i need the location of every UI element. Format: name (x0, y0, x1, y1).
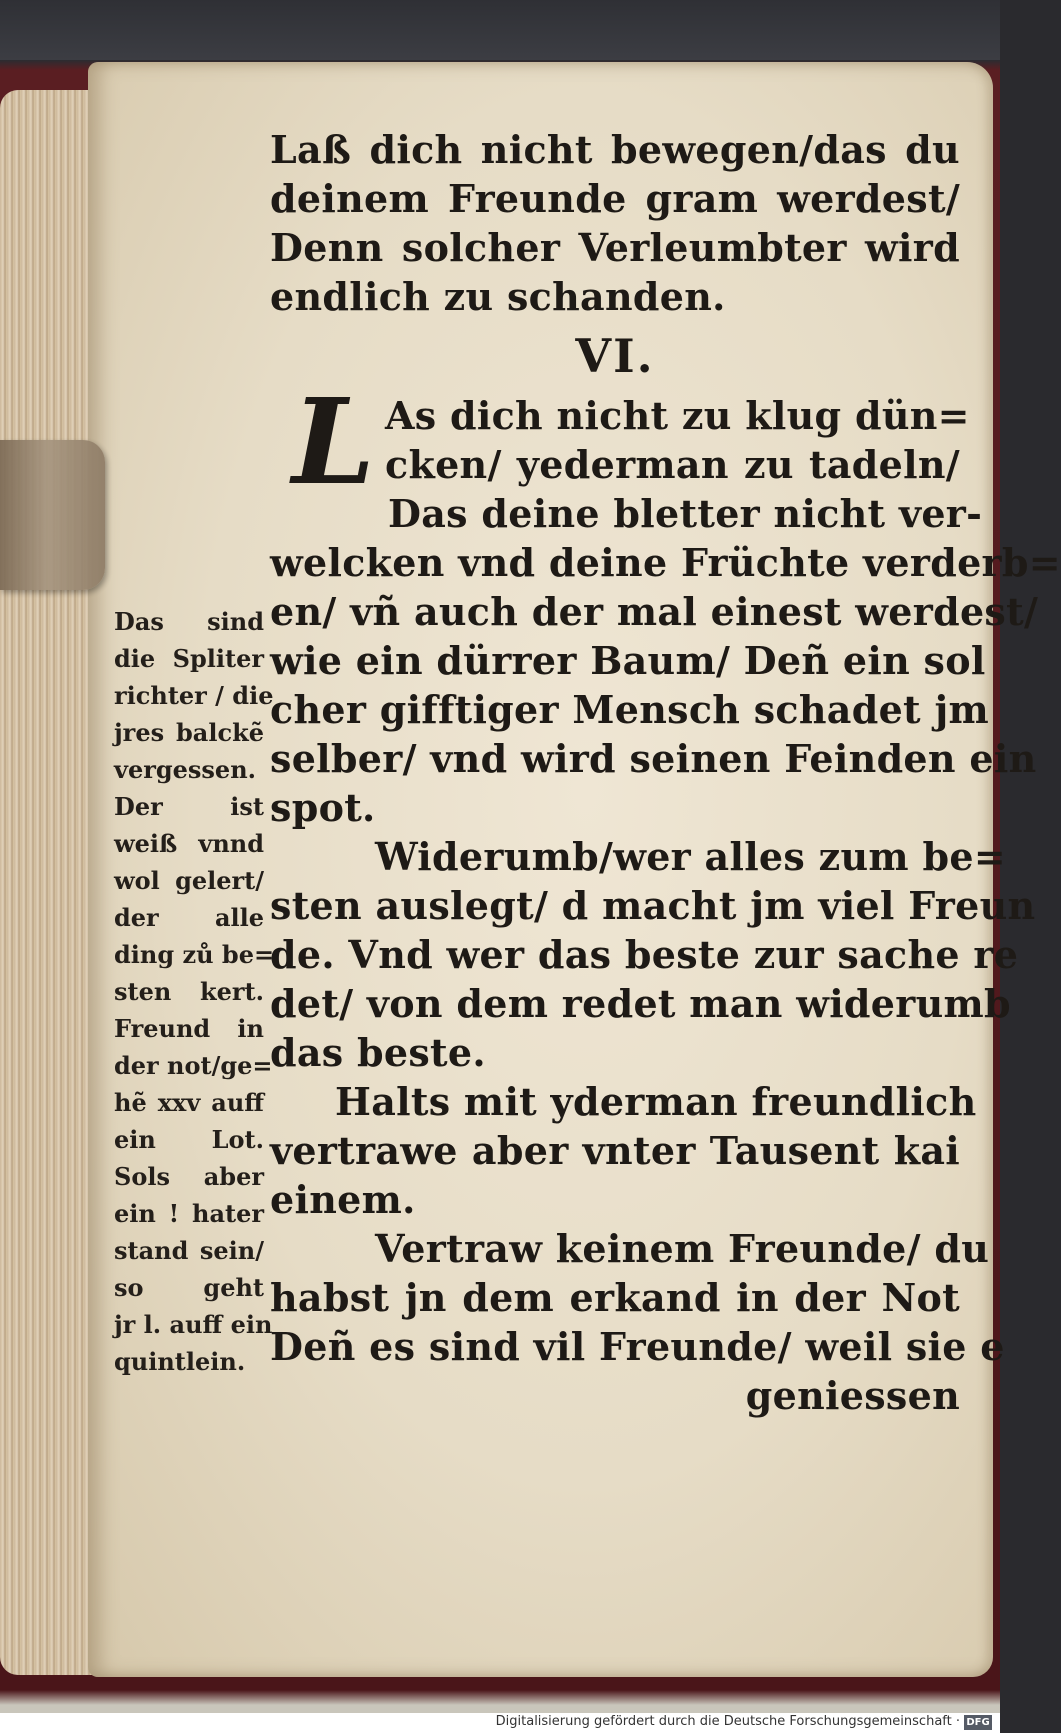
drop-cap-letter: L (292, 372, 375, 511)
main-text-block (270, 125, 1061, 1420)
text-line: Vertraw keinem Freunde/ du (375, 1226, 990, 1271)
funding-notice: Digitalisierung gefördert durch die Deutsche Forschungsgemeinschaft · (495, 1714, 960, 1729)
margin-note-line: vergessen. (114, 755, 257, 784)
margin-note-line: jr l. auff ein (114, 1310, 273, 1339)
text-line: endlich zu schanden. (270, 274, 726, 319)
margin-note-line: Sols aber (114, 1162, 264, 1191)
text-line: deinem Freunde gram werdest/ (270, 176, 960, 221)
margin-note-line: Das sind (114, 607, 264, 636)
text-line: einem. (270, 1177, 416, 1222)
text-line: welcken vnd deine Früchte verderb= (270, 540, 1061, 585)
text-line: Widerumb/wer alles zum be= (375, 834, 1006, 879)
margin-note-line: ding zů be= (114, 940, 275, 969)
text-line: sten auslegt/ d macht jm viel Freun (270, 883, 1036, 928)
paragraph-dropcap (270, 372, 983, 538)
text-line: Das deine bletter nicht ver- (388, 491, 983, 536)
text-line: cher gifftiger Mensch schadet jm (270, 687, 990, 732)
catchword: geniessen (745, 1373, 960, 1418)
margin-note-line: die Spliter (114, 644, 264, 673)
margin-note-line: der not/ge= (114, 1051, 273, 1080)
margin-note-line: weiß vnnd (114, 829, 264, 858)
margin-note-line: so geht (114, 1273, 264, 1302)
text-line: spot. (270, 785, 376, 830)
margin-note-line: Der ist (114, 792, 264, 821)
margin-note-line: stand sein/ (114, 1236, 264, 1265)
text-line: de. Vnd wer das beste zur sache re (270, 932, 1019, 977)
margin-note-line: ein Lot. (114, 1125, 264, 1154)
margin-note-line: jres balckẽ (114, 718, 264, 747)
text-line: vertrawe aber vnter Tausent kai (270, 1128, 960, 1173)
chapter-heading: VI. (575, 329, 655, 383)
text-line: das beste. (270, 1030, 486, 1075)
margin-note-line: hẽ xxv auff (114, 1088, 264, 1117)
text-line: en/ vñ auch der mal einest werdest/ (270, 589, 1039, 634)
text-line: wie ein dürrer Baum/ Deñ ein sol (270, 638, 986, 683)
text-line: Halts mit yderman freundlich (335, 1079, 977, 1124)
margin-note-line: sten kert. (114, 977, 264, 1006)
text-line: habst jn dem erkand in der Not (270, 1275, 960, 1320)
margin-note-line: der alle (114, 903, 264, 932)
margin-note-line: wol gelert/ (114, 866, 264, 895)
book-page-edges (0, 90, 100, 1675)
scanner-background (0, 0, 1000, 60)
text-line: cken/ yederman zu tadeln/ (385, 442, 960, 487)
margin-notes (114, 603, 275, 1380)
text-line: selber/ vnd wird seinen Feinden ein (270, 736, 1037, 781)
margin-note-line: Freund in (114, 1014, 264, 1043)
text-line: det/ von dem redet man widerumb (270, 981, 1011, 1026)
bookmark-ribbon (0, 440, 105, 590)
margin-note-line: quintlein. (114, 1347, 246, 1376)
text-line: Denn solcher Verleumbter wird (270, 225, 960, 270)
dfg-logo: DFG (964, 1715, 992, 1730)
margin-note-line: ein ! hater (114, 1199, 264, 1228)
margin-note-line: richter / die (114, 681, 274, 710)
text-line: Deñ es sind vil Freunde/ weil sie e (270, 1324, 1005, 1369)
text-line: Laß dich nicht bewegen/das du (270, 127, 960, 172)
text-line: As dich nicht zu klug dün= (385, 393, 970, 438)
